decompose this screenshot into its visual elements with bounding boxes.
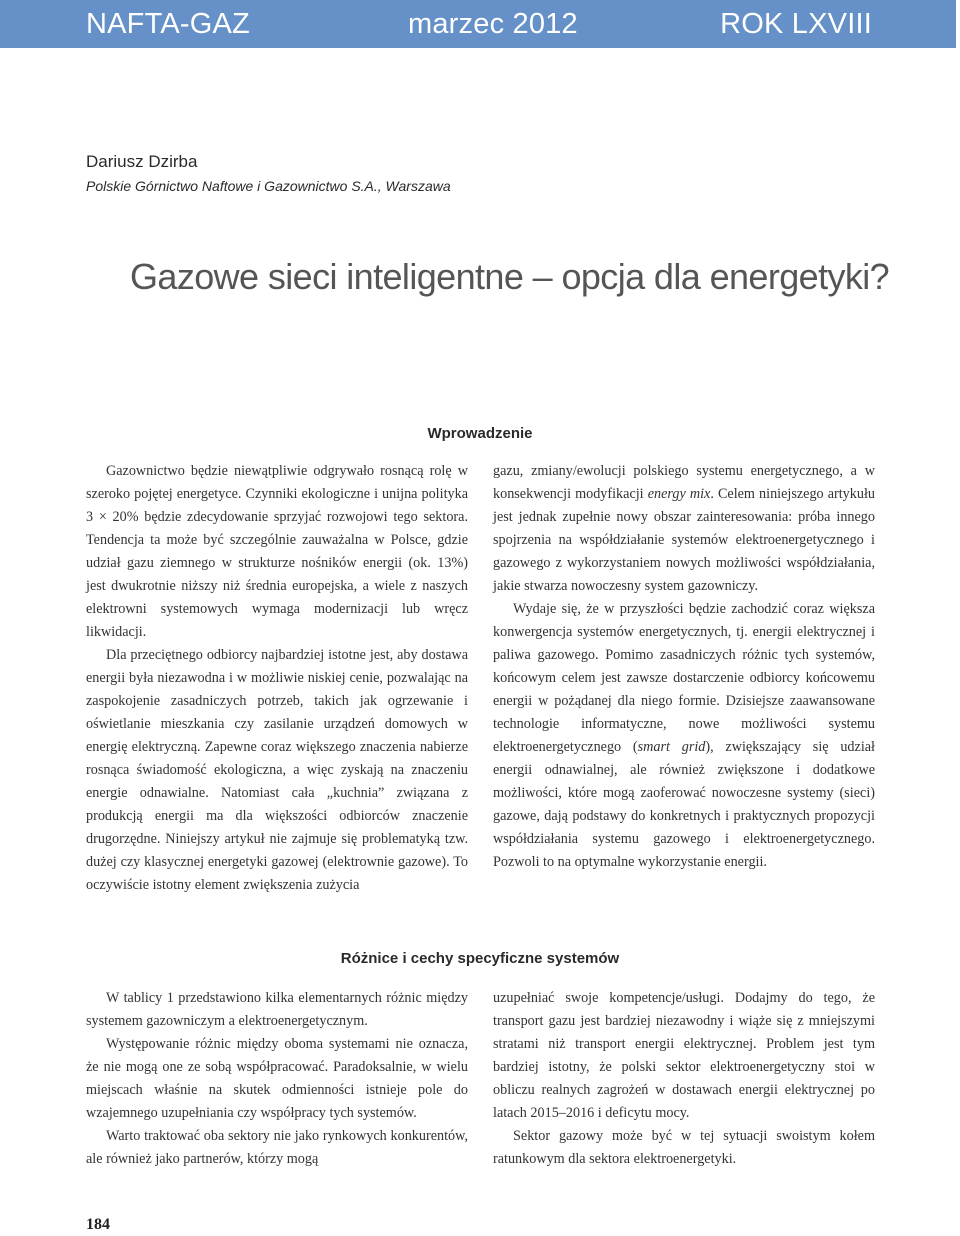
paragraph [493,460,875,598]
intro-column-right [493,460,875,874]
section-heading-differences: Różnice i cechy specyficzne systemów [340,950,620,967]
differences-column-left [86,987,468,1171]
text-run: . Celem niniejszego artykułu jest jednak zupełnie nowy obszar zainteresowania: próba innego spojrzenia na współdziałanie systemów elektroenergetycznego i gazowego z wykorzystaniem nowych możliwości współdziałania, jakie stwarza nowoczesny system gazowniczy. [493,486,875,594]
paragraph: Gazownictwo będzie niewątpliwie odgrywało rosnącą rolę w szeroko pojętej energetyce. Czynniki ekologiczne i unijna polityka 3 × 20% będzie zdecydowanie sprzyjać rozwojowi tego sektora. Tendencja ta może być szczególnie zauważalna w Polsce, gdzie udział gazu ziemnego w strukturze nośników energii (ok. 13%) jest dwukrotnie niższy niż średnia europejska, a wiele z naszych elektrowni systemowych wymaga modernizacji lub wręcz likwidacji. [86,463,468,640]
paragraph: Warto traktować oba sektory nie jako rynkowych konkurentów, ale również jako partnerów, którzy mogą [86,1128,468,1167]
intro-column-left [86,460,468,897]
text-run: ), zwiększający się udział energii odnawialnej, ale również zwiększone i dodatkowe możliwości, które mogą zaoferować nowoczesne systemy (sieci) gazowe, dają podstawy do konkretnych i praktycznych propozycji współdziałania systemu gazowego i elektroenergetycznego. Pozwoli to na optymalne wykorzystanie energii. [493,739,875,870]
paragraph: Sektor gazowy może być w tej sytuacji swoistym kołem ratunkowym dla sektora elektroenergetyki. [493,1128,875,1167]
paragraph: Występowanie różnic między oboma systemami nie oznacza, że nie mogą one ze sobą współpracować. Paradoksalnie, w wielu miejscach właśnie na skutek odmienności istnieje pole do wzajemnego uzupełniania czy współpracy tych systemów. [86,1036,468,1121]
page-number: 184 [86,1216,110,1233]
author-name: Dariusz Dzirba [86,152,198,171]
text-run: gazu, zmiany/ewolucji polskiego systemu energetycznego, a w konsekwencji modyfikacji [493,463,875,502]
article-title: Gazowe sieci inteligentne – opcja dla energetyki? [130,256,890,297]
paragraph: Dla przeciętnego odbiorcy najbardziej istotne jest, aby dostawa energii była niezawodna i w możliwie niskiej cenie, pozwalając na zaspokojenie zasadniczych potrzeb, takich jak ogrzewanie i oświetlanie mieszkania czy zasilanie urządzeń domowych w energię elektryczną. Zapewne coraz większego znaczenia nabierze rosnąca świadomość ekologiczna, a więc zyskają na znaczeniu energie odnawialne. Natomiast cała „kuchnia” związana z produkcją energii ma dla większości odbiorców znaczenie drugorzędne. Niniejszy artykuł nie zajmuje się problematyką tzw. dużej czy klasycznej energetyki gazowej (elektrownie gazowe). To oczywiście istotny element zwiększenia zużycia [86,647,468,893]
issue-date: marzec 2012 [408,8,578,40]
paragraph: W tablicy 1 przedstawiono kilka elementarnych różnic między systemem gazowniczym a elektroenergetycznym. [86,990,468,1029]
emphasis-term: energy mix [647,486,711,502]
text-run: Wydaje się, że w przyszłości będzie zachodzić coraz większa konwergencja systemów energetycznych, tj. energii elektrycznej i paliwa gazowego. Pomimo zasadniczych różnic tych systemów, końcowym celem jest zawsze dostarczenie odbiorcy końcowemu energii w pożądanej dla niego formie. Dzisiejsze zaawansowane technologie informatyczne, nowe możliwości systemu elektroenergetycznego ( [493,601,875,755]
paragraph: uzupełniać swoje kompetencje/usługi. Dodajmy do tego, że transport gazu jest bardziej niezawodny i wiąże się z mniejszymi stratami niż transport energii elektrycznej. Problem jest tym bardziej istotny, że polski sektor elektroenergetyczny stoi w obliczu realnych zagrożeń w dostawach energii elektrycznej po latach 2015–2016 i deficytu mocy. [493,990,875,1121]
journal-header-bar [0,0,956,48]
emphasis-term: smart grid [637,739,706,755]
paragraph [493,598,875,874]
volume-year: ROK LXVIII [720,8,872,40]
differences-column-right [493,987,875,1171]
author-affiliation: Polskie Górnictwo Naftowe i Gazownictwo S.A., Warszawa [86,178,451,194]
journal-name: NAFTA-GAZ [86,8,250,40]
section-heading-introduction: Wprowadzenie [427,425,533,442]
